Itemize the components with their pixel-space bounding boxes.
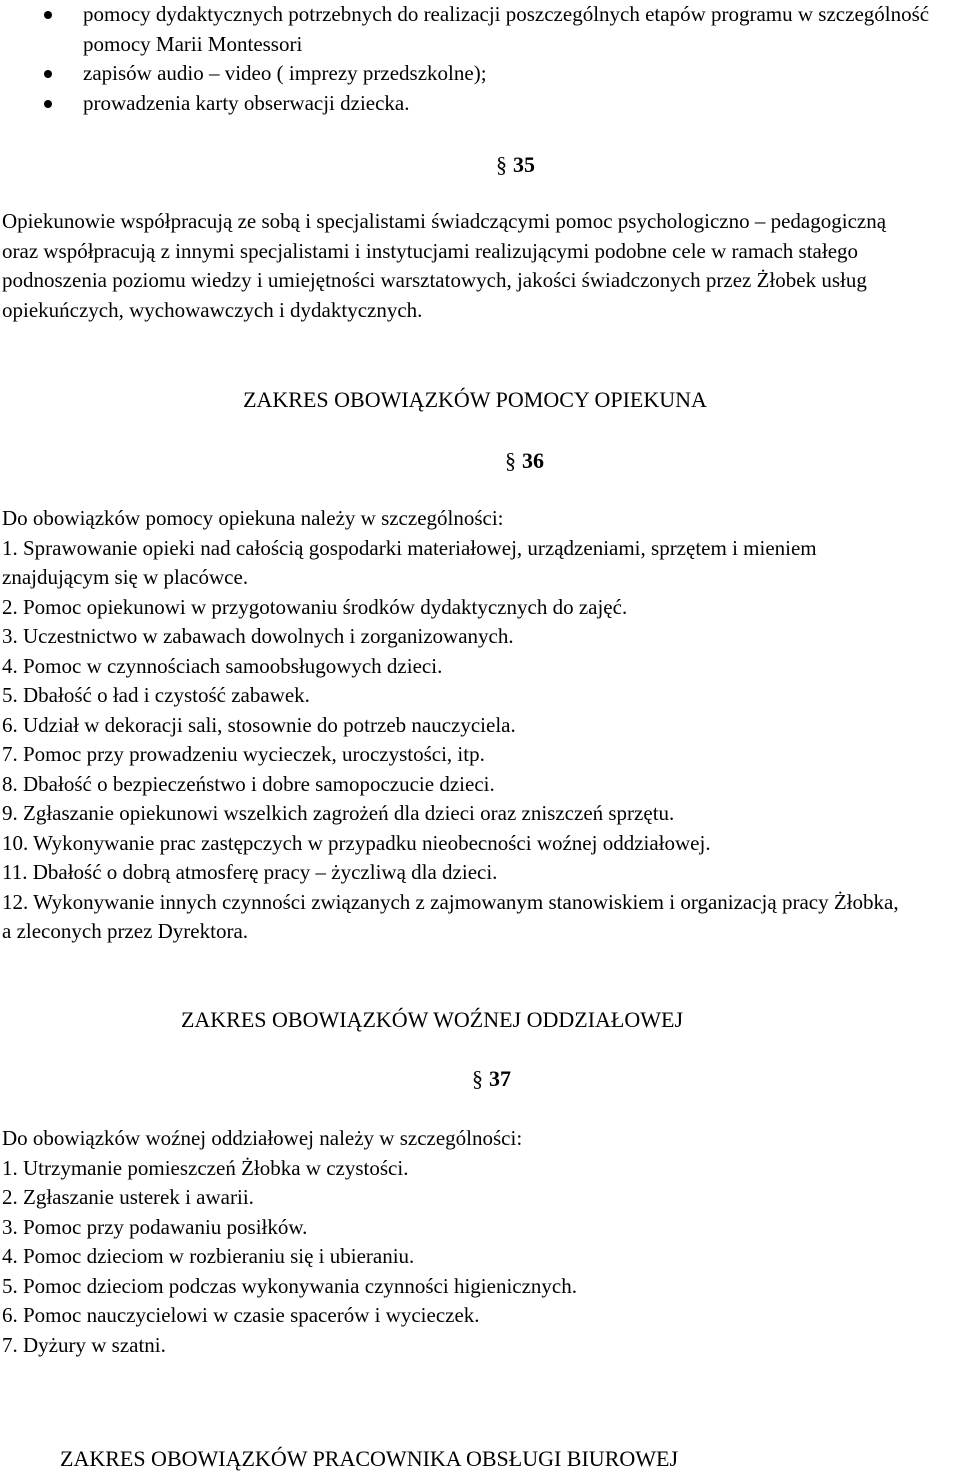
section-sign: §	[505, 448, 516, 473]
section-pomoc-body	[2, 504, 902, 947]
bullet-list	[0, 0, 960, 118]
duties-list	[2, 1154, 902, 1361]
list-item: 4. Pomoc w czynnościach samoobsługowych dzieci.	[2, 653, 443, 678]
bullet-item: zapisów audio – video ( imprezy przedszkolne);	[0, 59, 960, 89]
paragraph-number: 37	[489, 1066, 511, 1091]
list-item: 6. Udział w dekoracji sali, stosownie do potrzeb nauczyciela.	[2, 712, 516, 737]
duties-list	[2, 534, 902, 947]
section-sign: §	[496, 152, 507, 177]
paragraph-number: 36	[522, 448, 544, 473]
section-intro: Do obowiązków pomocy opiekuna należy w szczególności:	[2, 506, 504, 530]
list-item: 3. Uczestnictwo w zabawach dowolnych i zorganizowanych.	[2, 624, 514, 648]
list-item: 7. Pomoc przy prowadzeniu wycieczek, uroczystości, itp.	[2, 742, 485, 766]
list-item: 5. Pomoc dzieciom podczas wykonywania czynności higienicznych.	[2, 1273, 577, 1298]
paragraph-number-37	[472, 1064, 511, 1093]
list-item: 1. Utrzymanie pomieszczeń Żłobka w czystości.	[2, 1155, 409, 1180]
list-item: 2. Pomoc opiekunowi w przygotowaniu środków dydaktycznych do zajęć.	[2, 594, 628, 619]
section-intro: Do obowiązków woźnej oddziałowej należy w szczególności:	[2, 1126, 523, 1150]
list-item: 9. Zgłaszanie opiekunowi wszelkich zagrożeń dla dzieci oraz zniszczeń sprzętu.	[2, 801, 675, 825]
paragraph-number-36	[505, 446, 544, 475]
list-item: 11. Dbałość o dobrą atmosferę pracy – życzliwą dla dzieci.	[2, 860, 498, 884]
list-item: 8. Dbałość o bezpieczeństwo i dobre samopoczucie dzieci.	[2, 771, 495, 796]
list-item: 10. Wykonywanie prac zastępczych w przypadku nieobecności woźnej oddziałowej.	[2, 830, 711, 855]
list-item: 12. Wykonywanie innych czynności związanych z zajmowanym stanowiskiem i organizacją pracy Żłobka, a zleconych przez Dyrektora.	[2, 889, 899, 943]
section-sign: §	[472, 1066, 483, 1091]
paragraph-number: 35	[513, 152, 535, 177]
list-item: 3. Pomoc przy podawaniu posiłków.	[2, 1214, 308, 1239]
list-item: 7. Dyżury w szatni.	[2, 1332, 166, 1357]
section-title-obsluga-biurowa: ZAKRES OBOWIĄZKÓW PRACOWNIKA OBSŁUGI BIUROWEJ	[60, 1446, 679, 1471]
list-item: 4. Pomoc dzieciom w rozbieraniu się i ubieraniu.	[2, 1244, 415, 1268]
list-item: 6. Pomoc nauczycielowi w czasie spacerów i wycieczek.	[2, 1303, 480, 1327]
list-item: 2. Zgłaszanie usterek i awarii.	[2, 1185, 254, 1209]
section-title-pomoc-opiekuna: ZAKRES OBOWIĄZKÓW POMOCY OPIEKUNA	[243, 387, 707, 412]
paragraph-35-text: Opiekunowie współpracują ze sobą i specjalistami świadczącymi pomoc psychologiczno – pedagogiczną oraz współpracują z innymi specjalistami i instytucjami realizującymi podobne cele w ramach stałego podnoszenia poziomu wiedzy i umiejętności warsztatowych, jakości świadczonych przez Żłobek usług opiekuńczych, wychowawczych i dydaktycznych.	[2, 209, 887, 322]
paragraph-number-35	[496, 150, 535, 179]
bullet-item: prowadzenia karty obserwacji dziecka.	[0, 89, 960, 119]
list-item: 5. Dbałość o ład i czystość zabawek.	[2, 683, 310, 707]
list-item: 1. Sprawowanie opieki nad całością gospodarki materiałowej, urządzeniami, sprzętem i mieniem znajdującym się w placówce.	[2, 535, 817, 589]
section-title-wozna-oddzialowa: ZAKRES OBOWIĄZKÓW WOŹNEJ ODDZIAŁOWEJ	[180, 1007, 684, 1032]
section-wozna-body	[2, 1124, 902, 1360]
bullet-item: pomocy dydaktycznych potrzebnych do realizacji poszczególnych etapów programu w szczególność pomocy Marii Montessori	[0, 0, 960, 59]
